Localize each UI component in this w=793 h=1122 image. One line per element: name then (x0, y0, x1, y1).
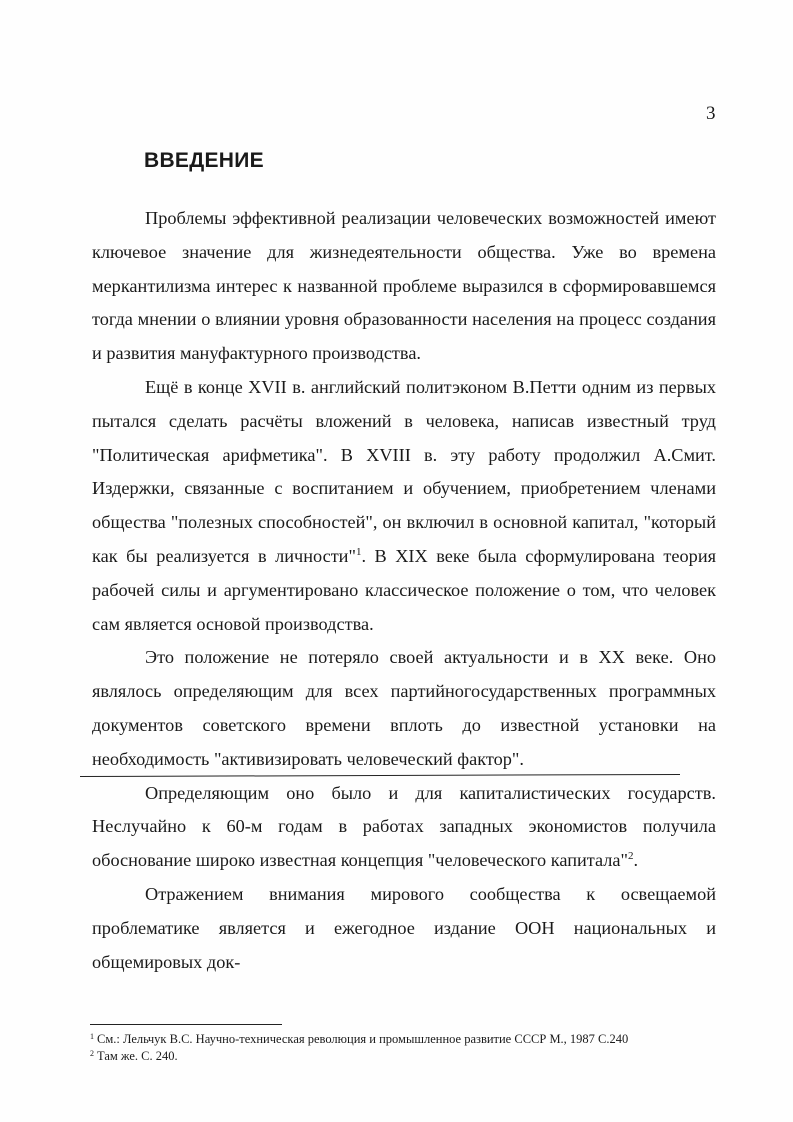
paragraph-2-text-a: Ещё в конце XVII в. английский политэконом В.Петти одним из первых пытался сделать расчёты вложений в человека, написав известный труд "Политическая арифметика". В XVIII в. эту работу продолжил А.Смит. Издержки, связанные с воспитанием и обучением, приобретением членами общества "полезных способностей", он включил в основной капитал, "который как бы реализуется в личности" (92, 376, 716, 566)
footnote-separator (90, 1024, 282, 1025)
footnote-mark: 2 (90, 1049, 94, 1058)
paragraph-3: Это положение не потеряло своей актуальности и в XX веке. Оно являлось определяющим для всех партийногосударственных программных документов советского времени вплоть до известной установки на необходимость "активизировать человеческий фактор". (92, 647, 716, 769)
footnote-text: Там же. С. 240. (97, 1049, 178, 1063)
paragraph-2 (92, 371, 716, 641)
paragraph-4-text-b: . (633, 850, 639, 871)
page-number: 3 (706, 103, 716, 124)
footnote-1 (90, 1031, 730, 1048)
paragraph-2-text-b: . В XIX веке была сформулирована теория рабочей силы и аргументировано классическое положение о том, что человек сам является основой производства. (92, 545, 717, 634)
paragraph-4-text-a: Определяющим оно было и для капиталистических государств. Неслучайно к 60-м годам в работах западных экономистов получила обоснование широко известная концепция "человеческого капитала" (92, 782, 716, 871)
paragraph-5: Отражением внимания мирового сообщества к освещаемой проблематике является и ежегодное издание ООН национальных и общемировых док- (92, 883, 716, 972)
footnotes (90, 1031, 730, 1065)
paragraph-1: Проблемы эффективной реализации человеческих возможностей имеют ключевое значение для жизнедеятельности общества. Уже во времена меркантилизма интерес к названной проблеме выразился в сформировавшемся тогда мнении о влиянии уровня образованности населения на процесс создания и развития мануфактурного производства. (92, 208, 716, 364)
footnote-ref-2: 2 (628, 850, 634, 863)
footnote-2 (90, 1048, 730, 1065)
paragraph-4 (92, 777, 716, 878)
section-heading: ВВЕДЕНИЕ (144, 149, 264, 172)
footnote-mark: 1 (90, 1032, 94, 1041)
body-text (92, 202, 716, 979)
footnote-ref-1: 1 (355, 545, 362, 558)
footnote-text: См.: Лельчук В.С. Научно-техническая революция и промышленное развитие СССР М., 1987 С.240 (97, 1032, 629, 1046)
